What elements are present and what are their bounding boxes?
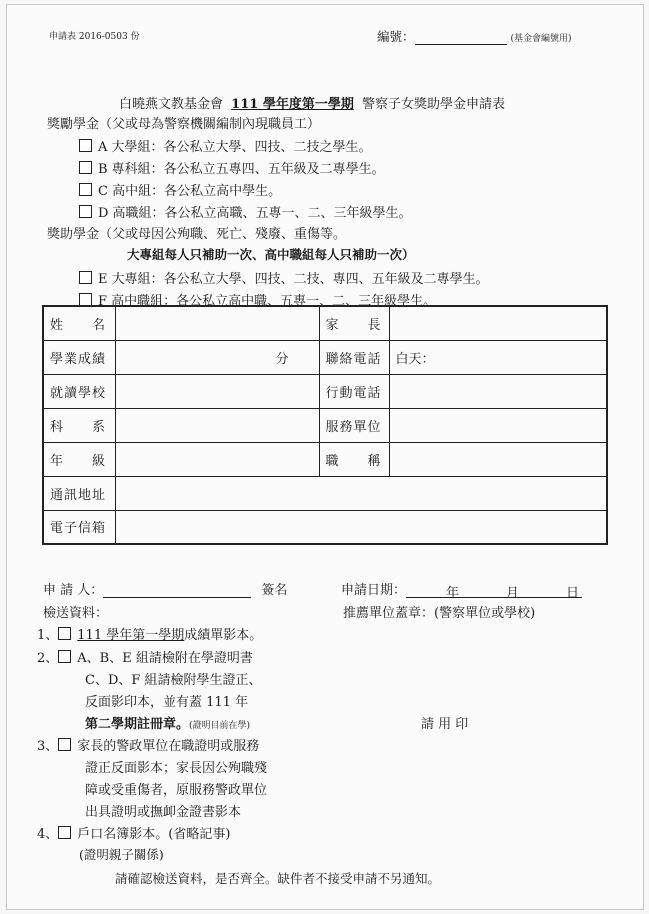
- grade-field[interactable]: [115, 442, 319, 476]
- address-field[interactable]: [115, 476, 607, 510]
- table-row: [43, 408, 607, 442]
- job-title-label: 職 稱: [319, 442, 389, 476]
- doc-item-1-checkbox[interactable]: [58, 627, 71, 640]
- option-a-checkbox[interactable]: [79, 139, 92, 152]
- option-b[interactable]: B 專科組：各公私立五專四、五年級及二專學生。: [79, 158, 385, 177]
- grant-heading: 獎助學金（父或母因公殉職、死亡、殘廢、重傷等。: [47, 227, 347, 242]
- doc-item-4-checkbox[interactable]: [58, 826, 71, 839]
- doc-item-3: 3、 家長的警政單位在職證明或服務: [37, 739, 260, 754]
- doc-item-4-note: (證明親子關係): [79, 847, 164, 862]
- document-code: 申請表 2016-0503 份: [49, 32, 140, 42]
- doc-item-2-line: C、D、F 組請檢附學生證正、: [85, 673, 262, 688]
- phone-field[interactable]: 白天：: [389, 340, 607, 374]
- guardian-label: 家 長: [319, 306, 389, 340]
- form-title: 白曉燕文教基金會 111 學年度第一學期 警察子女獎助學金申請表: [119, 97, 505, 112]
- table-row: [43, 510, 607, 544]
- seal-area: 請 用 印: [421, 717, 469, 732]
- doc-item-2-line: 反面影印本，並有蓋 111 年: [85, 695, 249, 710]
- docs-label: 檢送資料：: [43, 606, 109, 621]
- mobile-field[interactable]: [389, 374, 607, 408]
- doc-item-2-checkbox[interactable]: [58, 650, 71, 663]
- school-label: 就讀學校: [43, 374, 115, 408]
- option-c-checkbox[interactable]: [79, 183, 92, 196]
- option-a[interactable]: A 大學組：各公私立大學、四技、二技之學生。: [79, 136, 372, 155]
- applicant-info-table: [42, 305, 608, 545]
- doc-item-3-line: 證正反面影本；家長因公殉職殘: [85, 761, 268, 776]
- applicant-field[interactable]: [103, 585, 251, 598]
- option-e[interactable]: E 大專組：各公私立大學、四技、二技、專四、五年級及二專學生。: [79, 268, 489, 287]
- doc-item-1: 1、 111 學年第一學期成績單影本。: [37, 628, 263, 643]
- workplace-field[interactable]: [389, 408, 607, 442]
- school-field[interactable]: [115, 374, 319, 408]
- table-row: [43, 306, 607, 340]
- grades-field[interactable]: 分: [115, 340, 319, 374]
- address-label: 通訊地址: [43, 476, 115, 510]
- form-number-field[interactable]: [415, 32, 507, 45]
- grades-label: 學業成績: [43, 340, 115, 374]
- table-row: [43, 374, 607, 408]
- option-d-checkbox[interactable]: [79, 205, 92, 218]
- option-f[interactable]: F 高中職組：各公私立高中職、五專一、二、三年級學生。: [79, 290, 436, 309]
- date-field[interactable]: 年 月 日: [406, 585, 582, 598]
- option-b-checkbox[interactable]: [79, 161, 92, 174]
- doc-item-2-line: 第二學期註冊章。(證明目前在學): [85, 717, 251, 732]
- grade-label: 年 級: [43, 442, 115, 476]
- doc-item-4: 4、 戶口名簿影本。(省略記事): [37, 827, 231, 842]
- name-label: 姓 名: [43, 306, 115, 340]
- applicant-row: 申 請 人： 簽名: [43, 583, 288, 598]
- option-c[interactable]: C 高中組：各公私立高中學生。: [79, 180, 281, 199]
- department-label: 科 系: [43, 408, 115, 442]
- email-label: 電子信箱: [43, 510, 115, 544]
- doc-item-3-line: 障或受重傷者，原服務警政單位: [85, 783, 268, 798]
- table-row: [43, 340, 607, 374]
- email-field[interactable]: [115, 510, 607, 544]
- footer-notice: 請確認檢送資料，是否齊全。缺件者不接受申請不另通知。: [115, 871, 441, 886]
- phone-label: 聯絡電話: [319, 340, 389, 374]
- doc-item-3-line: 出具證明或撫卹金證書影本: [85, 805, 242, 820]
- guardian-field[interactable]: [389, 306, 607, 340]
- option-e-checkbox[interactable]: [79, 271, 92, 284]
- job-title-field[interactable]: [389, 442, 607, 476]
- workplace-label: 服務單位: [319, 408, 389, 442]
- table-row: [43, 442, 607, 476]
- form-number-label: 編號： (基金會編號用): [377, 29, 572, 44]
- doc-item-3-checkbox[interactable]: [58, 738, 71, 751]
- scholarship-heading: 獎勵學金（父或母為警察機關編制內現職員工）: [47, 117, 321, 132]
- grant-note: 大專組每人只補助一次、高中職組每人只補助一次）: [127, 247, 415, 262]
- doc-item-2: 2、 A、B、E 組請檢附在學證明書: [37, 651, 253, 666]
- option-d[interactable]: D 高職組：各公私立高職、五專一、二、三年級學生。: [79, 202, 412, 221]
- name-field[interactable]: [115, 306, 319, 340]
- date-row: 申請日期： 年 月 日: [341, 579, 582, 598]
- application-form-page: [6, 4, 644, 910]
- department-field[interactable]: [115, 408, 319, 442]
- table-row: [43, 476, 607, 510]
- mobile-label: 行動電話: [319, 374, 389, 408]
- stamp-label: 推薦單位蓋章：(警察單位或學校): [343, 606, 536, 621]
